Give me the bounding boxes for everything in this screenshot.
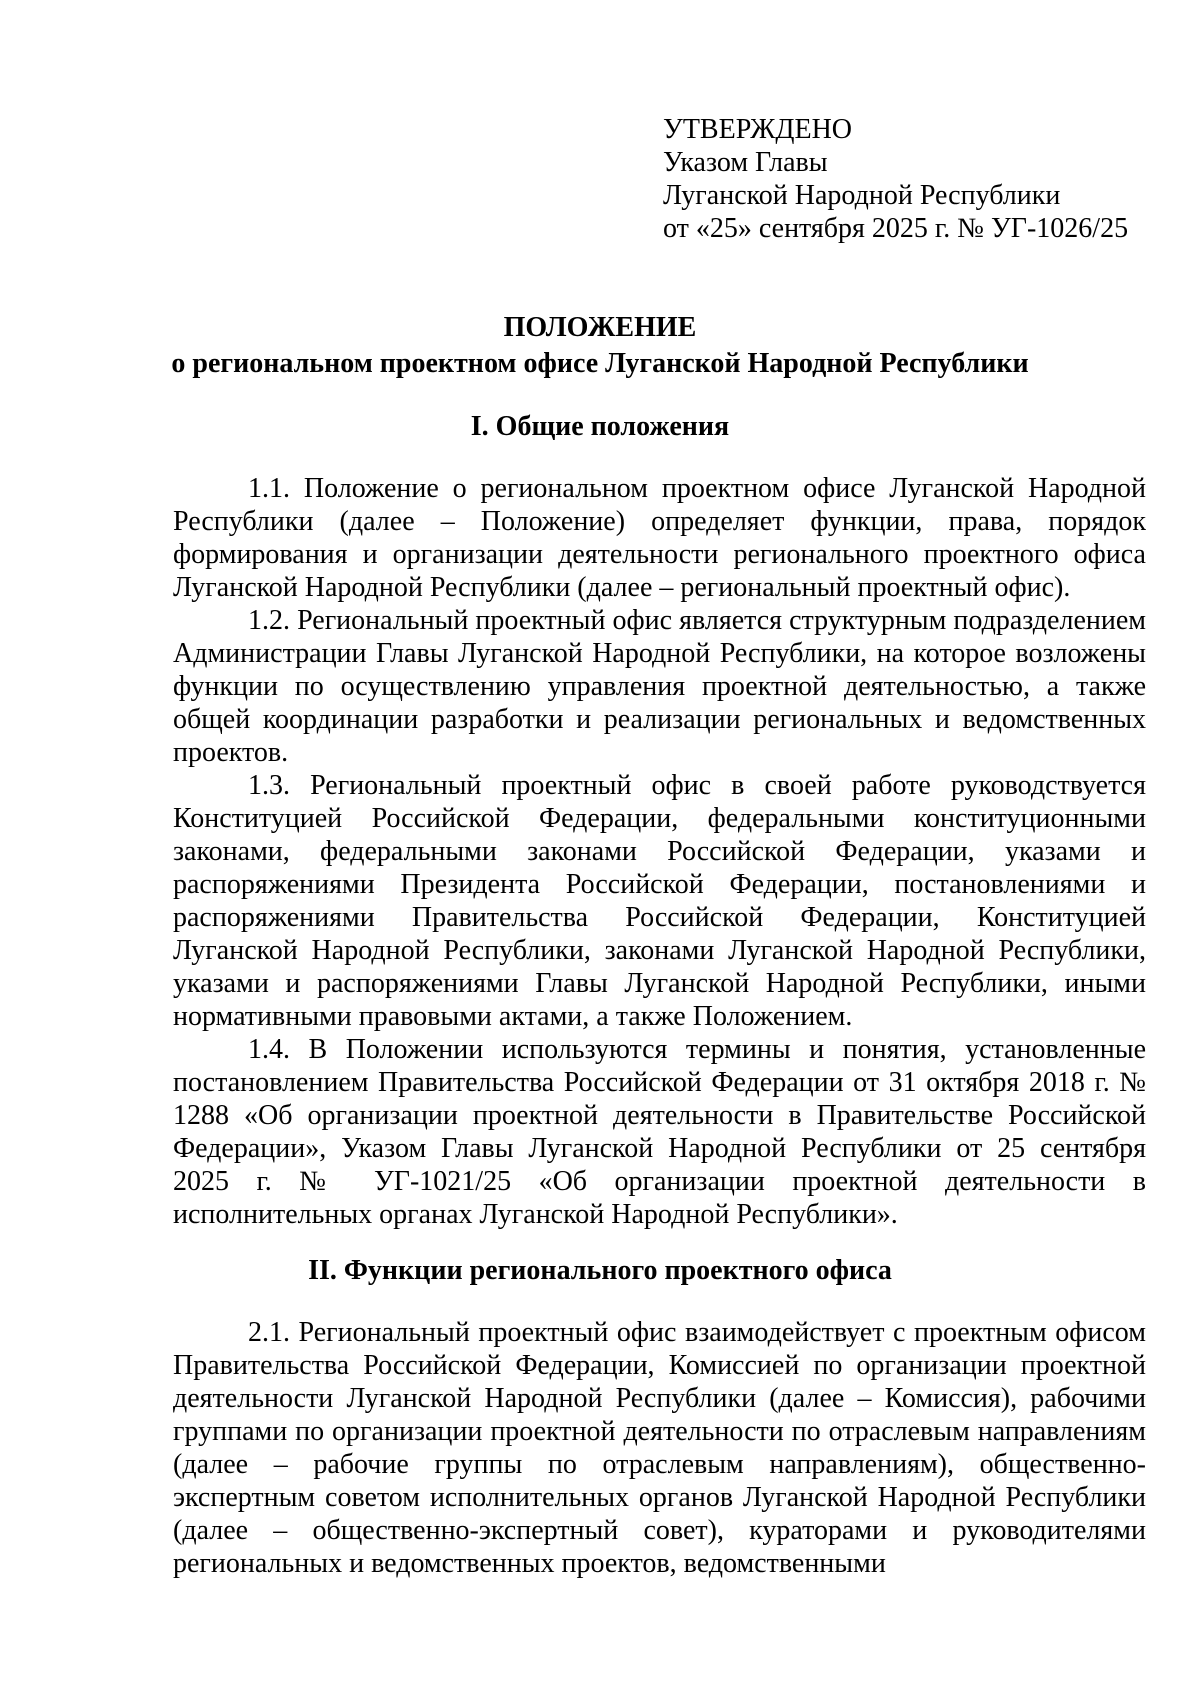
document-title	[0, 310, 1200, 382]
approval-stamp	[663, 113, 1128, 245]
approval-line: от «25» сентября 2025 г. № УГ-1026/25	[663, 213, 1129, 244]
paragraph: 1.3. Региональный проектный офис в своей работе руководствуется Конституцией Российской Федерации, федеральными конституционными законами, федеральными законами Российской Федерации, указами и распоряжениями Президента Российской Федерации, постановлениями и распоряжениями Правительства Российской Федерации, Конституцией Луганской Народной Республики, законами Луганской Народной Республики, указами и распоряжениями Главы Луганской Народной Республики, иными нормативными правовыми актами, а также Положением.	[173, 770, 1146, 1032]
section-heading: II. Функции регионального проектного офиса	[308, 1255, 892, 1286]
paragraph: 1.1. Положение о региональном проектном офисе Луганской Народной Республики (далее – Положение) определяет функции, права, порядок формирования и организации деятельности регионального проектного офиса Луганской Народной Республики (далее – региональный проектный офис).	[173, 473, 1146, 603]
section-heading: I. Общие положения	[470, 411, 730, 442]
title-main: ПОЛОЖЕНИЕ	[503, 312, 697, 343]
approval-line: Луганской Народной Республики	[663, 180, 1061, 211]
paragraph: 2.1. Региональный проектный офис взаимодействует с проектным офисом Правительства Российской Федерации, Комиссией по организации проектной деятельности Луганской Народной Республики (далее – Комиссия), рабочими группами по организации проектной деятельности по отраслевым направлениям (далее – рабочие группы по отраслевым направлениям), общественно-экспертным советом исполнительных органов Луганской Народной Республики (далее – общественно-экспертный совет), кураторами и руководителями региональных и ведомственных проектов, ведомственными	[173, 1317, 1146, 1579]
approval-line: Указом Главы	[663, 147, 828, 178]
paragraph: 1.2. Региональный проектный офис является структурным подразделением Администрации Главы Луганской Народной Республики, на которое возложены функции по осуществлению управления проектной деятельностью, а также общей координации разработки и реализации региональных и ведомственных проектов.	[173, 605, 1146, 768]
approval-line: УТВЕРЖДЕНО	[663, 114, 853, 145]
section-body	[173, 472, 1146, 1231]
paragraph: 1.4. В Положении используются термины и понятия, установленные постановлением Правительства Российской Федерации от 31 октября 2018 г. № 1288 «Об организации проектной деятельности в Правительстве Российской Федерации», Указом Главы Луганской Народной Республики от 25 сентября 2025 г. № УГ-1021/25 «Об организации проектной деятельности в исполнительных органах Луганской Народной Республики».	[173, 1034, 1146, 1230]
section-body	[173, 1316, 1146, 1580]
title-subtitle: о региональном проектном офисе Луганской Народной Республики	[171, 348, 1029, 379]
